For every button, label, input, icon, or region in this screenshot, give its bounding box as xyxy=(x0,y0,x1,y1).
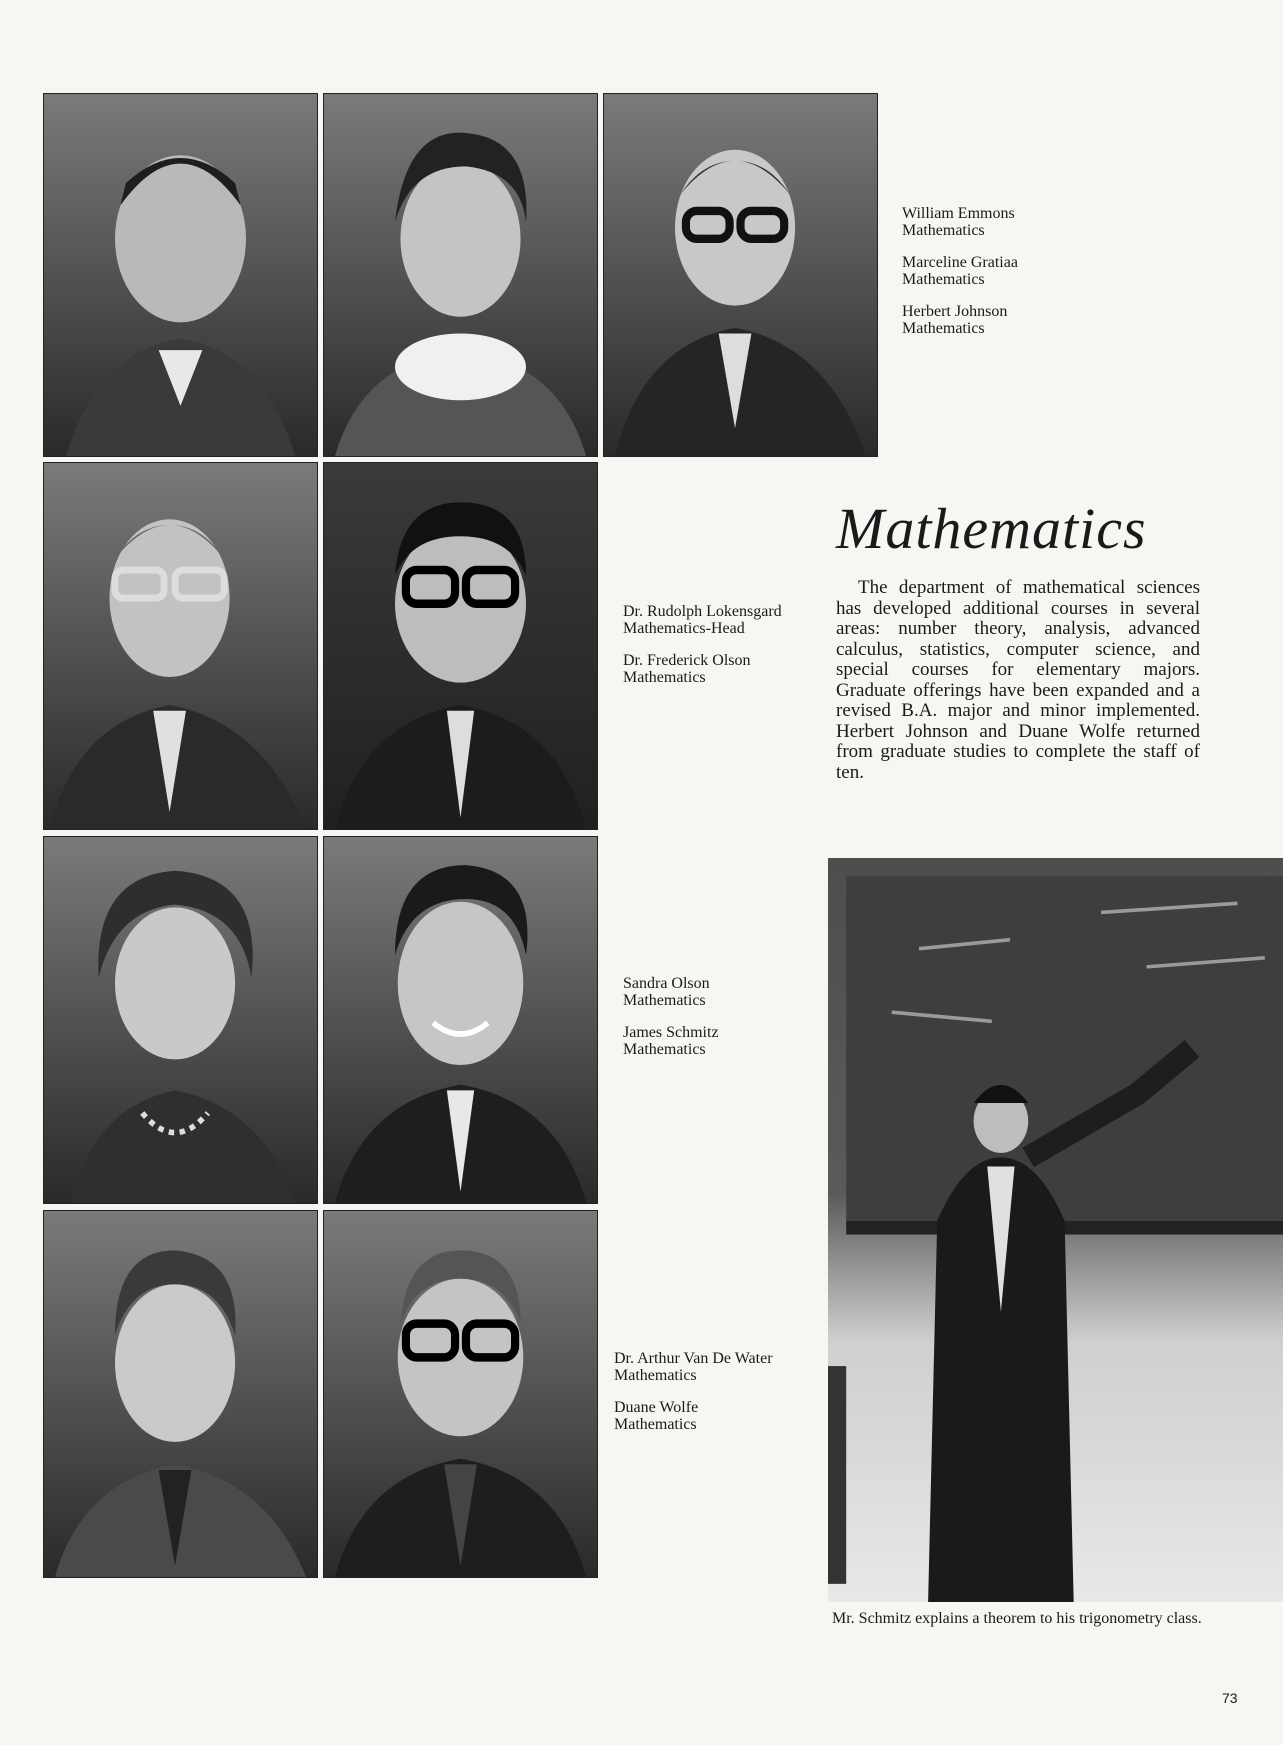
portrait-james-schmitz xyxy=(323,836,598,1204)
row1-captions xyxy=(902,205,1018,352)
caption-james-schmitz xyxy=(623,1024,719,1058)
staff-name: James Schmitz xyxy=(623,1024,719,1041)
staff-dept: Mathematics xyxy=(902,271,985,288)
caption-rudolph-lokensgard xyxy=(623,603,782,637)
staff-name: Herbert Johnson xyxy=(902,303,1008,320)
staff-dept: Mathematics xyxy=(614,1367,697,1384)
classroom-photo-caption: Mr. Schmitz explains a theorem to his trigonometry class. xyxy=(832,1610,1202,1627)
portrait-herbert-johnson xyxy=(603,93,878,457)
staff-dept: Mathematics xyxy=(623,992,706,1009)
caption-arthur-van-de-water xyxy=(614,1350,773,1384)
portrait-frederick-olson xyxy=(323,462,598,830)
row4-captions xyxy=(614,1350,773,1448)
portrait-william-emmons xyxy=(43,93,318,457)
staff-name: Duane Wolfe xyxy=(614,1399,699,1416)
portrait-marceline-gratiaa xyxy=(323,93,598,457)
staff-dept: Mathematics xyxy=(614,1416,697,1433)
staff-dept: Mathematics xyxy=(623,1041,706,1058)
staff-name: Dr. Rudolph Lokensgard xyxy=(623,603,782,620)
portrait-rudolph-lokensgard xyxy=(43,462,318,830)
page-number: 73 xyxy=(1222,1690,1238,1706)
staff-dept: Mathematics xyxy=(623,669,706,686)
caption-sandra-olson xyxy=(623,975,719,1009)
caption-marceline-gratiaa xyxy=(902,254,1018,288)
caption-herbert-johnson xyxy=(902,303,1018,337)
article-body: The department of mathematical sciences has developed additional courses in several areas: number theory, analysis, advanced calculus, statistics, computer science, and special courses for elementary majors. Graduate offerings have been expanded and a revised B.A. major and minor implemented. Herbert Johnson and Duane Wolfe returned from graduate studies to complete the staff of ten. xyxy=(836,577,1200,783)
staff-dept: Mathematics xyxy=(902,320,985,337)
caption-frederick-olson xyxy=(623,652,782,686)
portrait-duane-wolfe xyxy=(323,1210,598,1578)
staff-name: Dr. Frederick Olson xyxy=(623,652,751,669)
staff-name: Marceline Gratiaa xyxy=(902,254,1018,271)
staff-name: William Emmons xyxy=(902,205,1015,222)
staff-dept: Mathematics xyxy=(902,222,985,239)
classroom-photo xyxy=(828,858,1283,1602)
staff-name: Dr. Arthur Van De Water xyxy=(614,1350,773,1367)
portrait-arthur-van-de-water xyxy=(43,1210,318,1578)
caption-william-emmons xyxy=(902,205,1018,239)
staff-dept: Mathematics-Head xyxy=(623,620,745,637)
caption-duane-wolfe xyxy=(614,1399,773,1433)
page-title: Mathematics xyxy=(836,496,1147,561)
row3-captions xyxy=(623,975,719,1073)
row2-captions xyxy=(623,603,782,701)
portrait-sandra-olson xyxy=(43,836,318,1204)
staff-name: Sandra Olson xyxy=(623,975,710,992)
